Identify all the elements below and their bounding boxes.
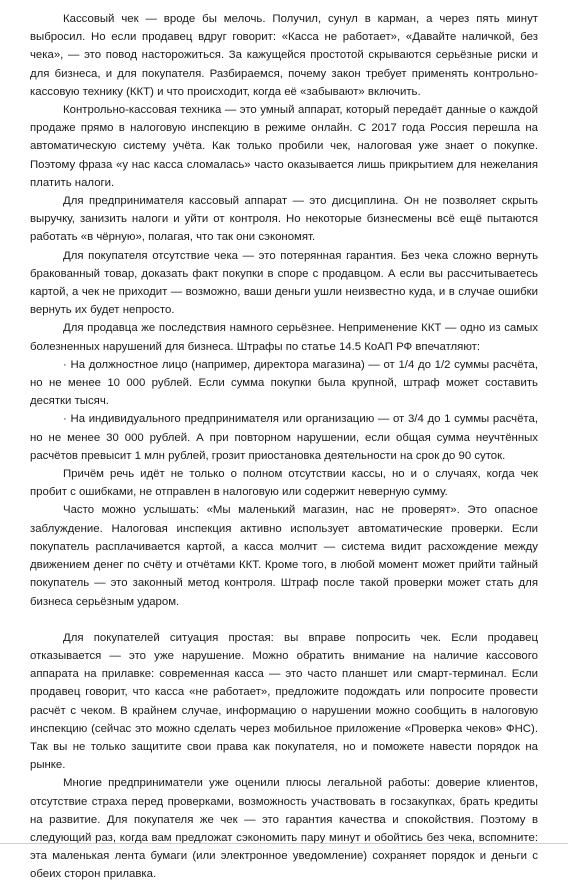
- paragraph-conclusion: Многие предприниматели уже оценили плюсы легальной работы: доверие клиентов, отсутствие страха перед проверками, возможность участвовать в госзакупках, брать кредиты на развитие. Для покупателя же чек — это гарантия качества и спокойствия. Поэтому в следующий раз, когда вам предложат сэкономить пару минут и обойтись без чека, вспомните: эта маленькая лента бумаги (или электронное уведомление) сохраняет порядок и деньги с обеих сторон прилавка.: [30, 777, 538, 881]
- page-bottom-divider: [0, 843, 568, 844]
- list-item-official-fine: · На должностное лицо (например, директора магазина) — от 1/4 до 1/2 суммы расчёта, но не менее 10 000 рублей. Если сумма покупки была крупной, штраф может составить десятки тысяч.: [30, 358, 538, 408]
- paragraph-errors: Причём речь идёт не только о полном отсутствии кассы, но и о случаях, когда чек пробит с ошибками, не отправлен в налоговую или содержит неверную сумму.: [30, 468, 538, 499]
- paragraph-kkt-definition: Контрольно-кассовая техника — это умный аппарат, который передаёт данные о каждой продаже прямо в налоговую инспекцию в режиме онлайн. С 2017 года Россия перешла на автоматическую систему учёта. Как только пробили чек, налоговая уже знает о покупке. Поэтому фраза «у нас касса сломалась» часто оказывается лишь прикрытием для нежелания платить налоги.: [30, 104, 538, 189]
- paragraph-intro: Кассовый чек — вроде бы мелочь. Получил, сунул в карман, а через пять минут выбросил. Но если продавец вдруг говорит: «Касса не работает», «Давайте наличкой, без чека», — это повод насторожиться. За кажущейся простотой скрываются серьёзные риски и для бизнеса, и для покупателя. Разбираемся, почему закон требует применять контрольно-кассовую технику (ККТ) и что происходит, когда её «забывают» включить.: [30, 13, 538, 98]
- paragraph-buyer: Для покупателя отсутствие чека — это потерянная гарантия. Без чека сложно вернуть бракованный товар, доказать факт покупки в споре с продавцом. А если вы рассчитываетесь картой, а чек не приходит — возможно, ваши деньги ушли неизвестно куда, и в случае ошибки вернуть их будет непросто.: [30, 249, 538, 317]
- paragraph-misconception: Часто можно услышать: «Мы маленький магазин, нас не проверят». Это опасное заблуждение. Налоговая инспекция активно использует автоматические проверки. Если покупатель расплачивается картой, а касса молчит — система видит расхождение между движением денег по счёту и отчётами ККТ. Кроме того, в любой момент может прийти тайный покупатель — это законный метод контроля. Штраф после такой проверки может стать для бизнеса серьёзным ударом.: [30, 504, 538, 608]
- paragraph-entrepreneur: Для предпринимателя кассовый аппарат — это дисциплина. Он не позволяет скрыть выручку, занизить налоги и уйти от контроля. Но некоторые бизнесмены всё ещё пытаются работать «в чёрную», полагая, что так они сэкономят.: [30, 195, 538, 244]
- list-item-organization-fine: · На индивидуального предпринимателя или организацию — от 3/4 до 1 суммы расчёта, но не менее 30 000 рублей. А при повторном нарушении, если общая сумма неучтённых расчётов превысит 1 млн рублей, грозит приостановка деятельности на срок до 90 суток.: [30, 413, 538, 462]
- section-gap: [30, 611, 538, 629]
- paragraph-seller-consequences: Для продавца же последствия намного серьёзнее. Неприменение ККТ — одно из самых болезненных нарушений для бизнеса. Штрафы по статье 14.5 КоАП РФ впечатляют:: [30, 322, 538, 353]
- paragraph-buyer-advice: Для покупателей ситуация простая: вы вправе попросить чек. Если продавец отказывается — это уже нарушение. Можно обратить внимание на наличие кассового аппарата на прилавке: современная касса — это часто планшет или смарт-терминал. Если продавец говорит, что касса «не работает», предложите подождать или попросите провести расчёт с чеком. В крайнем случае, информацию о нарушении можно сообщить в налоговую инспекцию (сейчас это можно сделать через мобильное приложение «Проверка чеков» ФНС). Так вы не только защитите свои права как покупателя, но и поможете навести порядок на рынке.: [30, 631, 538, 772]
